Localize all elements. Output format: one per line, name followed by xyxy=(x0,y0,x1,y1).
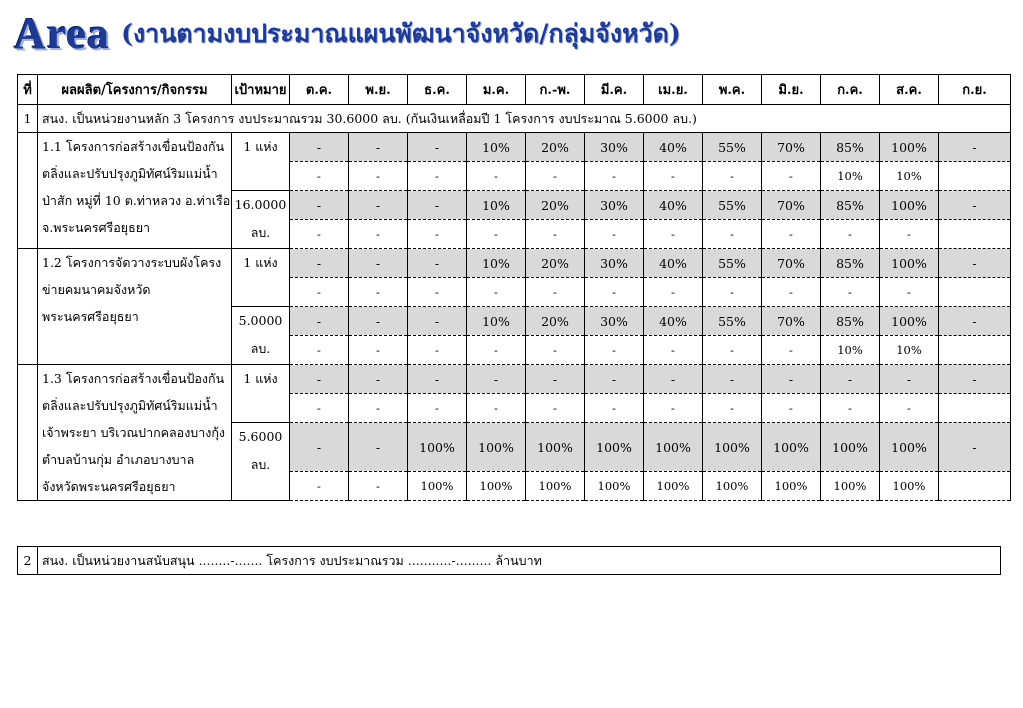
month-cell: - xyxy=(644,162,703,191)
header-cell: เม.ย. xyxy=(644,75,703,105)
project-row xyxy=(18,249,1011,278)
month-cell: 20% xyxy=(526,249,585,278)
month-cell: - xyxy=(939,249,1011,278)
month-cell: 100% xyxy=(408,472,467,501)
month-cell: 10% xyxy=(467,133,526,162)
header-cell: ก.ย. xyxy=(939,75,1011,105)
month-cell: - xyxy=(762,162,821,191)
month-cell: - xyxy=(467,278,526,307)
page-title xyxy=(14,8,681,56)
month-cell: 100% xyxy=(821,423,880,472)
section-2-summary: สนง. เป็นหน่วยงานสนับสนุน ........-....... โครงการ งบประมาณรวม ...........-......... ล้านบาท xyxy=(38,547,1001,575)
month-cell: 100% xyxy=(821,472,880,501)
month-cell: 55% xyxy=(703,191,762,220)
header-cell: ธ.ค. xyxy=(408,75,467,105)
month-cell: - xyxy=(349,365,408,394)
header-cell: ผลผลิต/โครงการ/กิจกรรม xyxy=(38,75,232,105)
month-cell: 10% xyxy=(467,307,526,336)
month-cell: - xyxy=(349,423,408,472)
month-cell: 30% xyxy=(585,249,644,278)
month-cell: - xyxy=(703,162,762,191)
month-cell: - xyxy=(703,278,762,307)
month-cell: - xyxy=(408,365,467,394)
month-cell: - xyxy=(880,365,939,394)
month-cell: - xyxy=(290,394,349,423)
month-cell: - xyxy=(290,191,349,220)
month-cell: - xyxy=(821,278,880,307)
month-cell: 100% xyxy=(880,133,939,162)
section-2-row xyxy=(18,547,1001,575)
month-cell: 100% xyxy=(703,472,762,501)
target-quantity: 1 แห่ง xyxy=(232,249,290,307)
header-cell: มิ.ย. xyxy=(762,75,821,105)
month-cell: - xyxy=(821,394,880,423)
month-cell: 30% xyxy=(585,133,644,162)
plan-table xyxy=(17,74,1011,501)
header-cell: ก.-พ. xyxy=(526,75,585,105)
project-name: 1.1 โครงการก่อสร้างเขื่อนป้องกันตลิ่งและปรับปรุงภูมิทัศน์ริมแม่น้ำป่าสัก หมู่ที่ 10 ต.ท่าหลวง อ.ท่าเรือ จ.พระนครศรีอยุธยา xyxy=(38,133,232,249)
month-cell: - xyxy=(644,365,703,394)
month-cell xyxy=(939,220,1011,249)
header-cell: เป้าหมาย xyxy=(232,75,290,105)
month-cell: 100% xyxy=(585,472,644,501)
project-row xyxy=(18,133,1011,162)
month-cell: 100% xyxy=(526,423,585,472)
month-cell: 70% xyxy=(762,307,821,336)
project-name: 1.2 โครงการจัดวางระบบผังโครงข่ายคมนาคมจังหวัดพระนครศรีอยุธยา xyxy=(38,249,232,365)
month-cell: - xyxy=(821,220,880,249)
month-cell: - xyxy=(408,220,467,249)
month-cell: - xyxy=(644,220,703,249)
month-cell: - xyxy=(526,278,585,307)
month-cell: 100% xyxy=(644,472,703,501)
header-cell: มี.ค. xyxy=(585,75,644,105)
month-cell xyxy=(939,278,1011,307)
month-cell: - xyxy=(349,162,408,191)
target-quantity: 1 แห่ง xyxy=(232,365,290,423)
month-cell: - xyxy=(349,278,408,307)
month-cell: - xyxy=(585,162,644,191)
month-cell: 70% xyxy=(762,133,821,162)
month-cell: - xyxy=(703,220,762,249)
month-cell: - xyxy=(408,249,467,278)
header-cell: ต.ค. xyxy=(290,75,349,105)
month-cell: - xyxy=(408,336,467,365)
month-cell: - xyxy=(880,394,939,423)
month-cell: 100% xyxy=(644,423,703,472)
section-1-summary: สนง. เป็นหน่วยงานหลัก 3 โครงการ งบประมาณรวม 30.6000 ลบ. (กันเงินเหลื่อมปี 1 โครงการ งบประมาณ 5.6000 ลบ.) xyxy=(38,105,1011,133)
month-cell: 85% xyxy=(821,307,880,336)
month-cell: 85% xyxy=(821,191,880,220)
month-cell: - xyxy=(467,220,526,249)
month-cell: - xyxy=(349,336,408,365)
month-cell: - xyxy=(467,336,526,365)
month-cell: - xyxy=(349,191,408,220)
target-budget: 5.0000 ลบ. xyxy=(232,307,290,365)
month-cell: - xyxy=(290,220,349,249)
month-cell: - xyxy=(467,365,526,394)
month-cell: 100% xyxy=(880,472,939,501)
month-cell: - xyxy=(349,133,408,162)
month-cell: - xyxy=(703,336,762,365)
table-header xyxy=(18,75,1011,105)
month-cell: 20% xyxy=(526,307,585,336)
project-row xyxy=(18,365,1011,394)
header-cell: ม.ค. xyxy=(467,75,526,105)
month-cell: - xyxy=(939,365,1011,394)
blank-cell xyxy=(18,133,38,249)
project-name: 1.3 โครงการก่อสร้างเขื่อนป้องกันตลิ่งและปรับปรุงภูมิทัศน์ริมแม่น้ำเจ้าพระยา บริเวณปากคลองบางกุ้ง ตำบลบ้านกุ่ม อำเภอบางบาล จังหวัดพระนครศรีอยุธยา xyxy=(38,365,232,501)
month-cell: - xyxy=(644,336,703,365)
month-cell: - xyxy=(290,307,349,336)
month-cell: 100% xyxy=(762,423,821,472)
month-cell: 30% xyxy=(585,191,644,220)
target-budget: 16.0000 ลบ. xyxy=(232,191,290,249)
month-cell: - xyxy=(939,191,1011,220)
month-cell: 10% xyxy=(880,162,939,191)
month-cell: - xyxy=(290,472,349,501)
month-cell: - xyxy=(290,336,349,365)
month-cell: 40% xyxy=(644,191,703,220)
month-cell: 100% xyxy=(408,423,467,472)
month-cell: 85% xyxy=(821,133,880,162)
month-cell: 85% xyxy=(821,249,880,278)
month-cell: 100% xyxy=(526,472,585,501)
month-cell: - xyxy=(467,394,526,423)
month-cell xyxy=(939,394,1011,423)
month-cell: - xyxy=(703,394,762,423)
month-cell: - xyxy=(585,278,644,307)
month-cell: - xyxy=(644,278,703,307)
month-cell: - xyxy=(939,307,1011,336)
month-cell: 20% xyxy=(526,191,585,220)
month-cell: - xyxy=(349,394,408,423)
month-cell: - xyxy=(762,394,821,423)
month-cell: 100% xyxy=(880,191,939,220)
month-cell: - xyxy=(585,365,644,394)
month-cell: - xyxy=(290,133,349,162)
month-cell: - xyxy=(290,365,349,394)
month-cell: - xyxy=(762,220,821,249)
month-cell: 10% xyxy=(880,336,939,365)
header-cell: พ.ย. xyxy=(349,75,408,105)
month-cell: - xyxy=(585,394,644,423)
title-main: Area xyxy=(14,9,111,58)
month-cell xyxy=(939,162,1011,191)
month-cell: - xyxy=(644,394,703,423)
month-cell: - xyxy=(880,278,939,307)
month-cell: - xyxy=(290,162,349,191)
target-quantity: 1 แห่ง xyxy=(232,133,290,191)
section-1-row xyxy=(18,105,1011,133)
header-cell: ที่ xyxy=(18,75,38,105)
month-cell: 70% xyxy=(762,191,821,220)
month-cell xyxy=(939,472,1011,501)
month-cell: 100% xyxy=(703,423,762,472)
section-2-table xyxy=(17,546,1001,575)
month-cell: 100% xyxy=(762,472,821,501)
month-cell: - xyxy=(939,133,1011,162)
month-cell: - xyxy=(408,278,467,307)
header-cell: พ.ค. xyxy=(703,75,762,105)
month-cell: 40% xyxy=(644,133,703,162)
month-cell: - xyxy=(762,278,821,307)
month-cell: - xyxy=(290,278,349,307)
month-cell: - xyxy=(349,249,408,278)
month-cell: - xyxy=(821,365,880,394)
month-cell: - xyxy=(290,423,349,472)
month-cell: 20% xyxy=(526,133,585,162)
month-cell: - xyxy=(349,220,408,249)
month-cell: 55% xyxy=(703,133,762,162)
month-cell: - xyxy=(349,472,408,501)
month-cell: 100% xyxy=(880,307,939,336)
blank-cell xyxy=(18,365,38,501)
month-cell: - xyxy=(703,365,762,394)
month-cell: 10% xyxy=(467,249,526,278)
month-cell: - xyxy=(408,191,467,220)
target-budget: 5.6000 ลบ. xyxy=(232,423,290,501)
month-cell: - xyxy=(408,162,467,191)
month-cell: - xyxy=(762,336,821,365)
month-cell: - xyxy=(526,220,585,249)
month-cell: 55% xyxy=(703,307,762,336)
month-cell: 100% xyxy=(585,423,644,472)
month-cell: - xyxy=(408,133,467,162)
month-cell: - xyxy=(585,220,644,249)
month-cell: - xyxy=(526,162,585,191)
header-cell: ก.ค. xyxy=(821,75,880,105)
month-cell: - xyxy=(939,423,1011,472)
month-cell: 40% xyxy=(644,249,703,278)
month-cell: 10% xyxy=(821,162,880,191)
month-cell: 10% xyxy=(467,191,526,220)
month-cell: - xyxy=(585,336,644,365)
section-2-number: 2 xyxy=(18,547,38,575)
month-cell: 100% xyxy=(880,249,939,278)
month-cell: - xyxy=(762,365,821,394)
month-cell: 10% xyxy=(821,336,880,365)
month-cell: - xyxy=(526,365,585,394)
month-cell: - xyxy=(349,307,408,336)
month-cell xyxy=(939,336,1011,365)
month-cell: 30% xyxy=(585,307,644,336)
month-cell: 55% xyxy=(703,249,762,278)
month-cell: 70% xyxy=(762,249,821,278)
month-cell: 40% xyxy=(644,307,703,336)
month-cell: 100% xyxy=(467,472,526,501)
blank-cell xyxy=(18,249,38,365)
section-1-number: 1 xyxy=(18,105,38,133)
month-cell: - xyxy=(408,307,467,336)
month-cell: 100% xyxy=(880,423,939,472)
month-cell: - xyxy=(880,220,939,249)
month-cell: 100% xyxy=(467,423,526,472)
header-cell: ส.ค. xyxy=(880,75,939,105)
month-cell: - xyxy=(290,249,349,278)
month-cell: - xyxy=(526,336,585,365)
title-sub: (งานตามงบประมาณแผนพัฒนาจังหวัด/กลุ่มจังหวัด) xyxy=(121,18,681,48)
month-cell: - xyxy=(467,162,526,191)
month-cell: - xyxy=(408,394,467,423)
month-cell: - xyxy=(526,394,585,423)
